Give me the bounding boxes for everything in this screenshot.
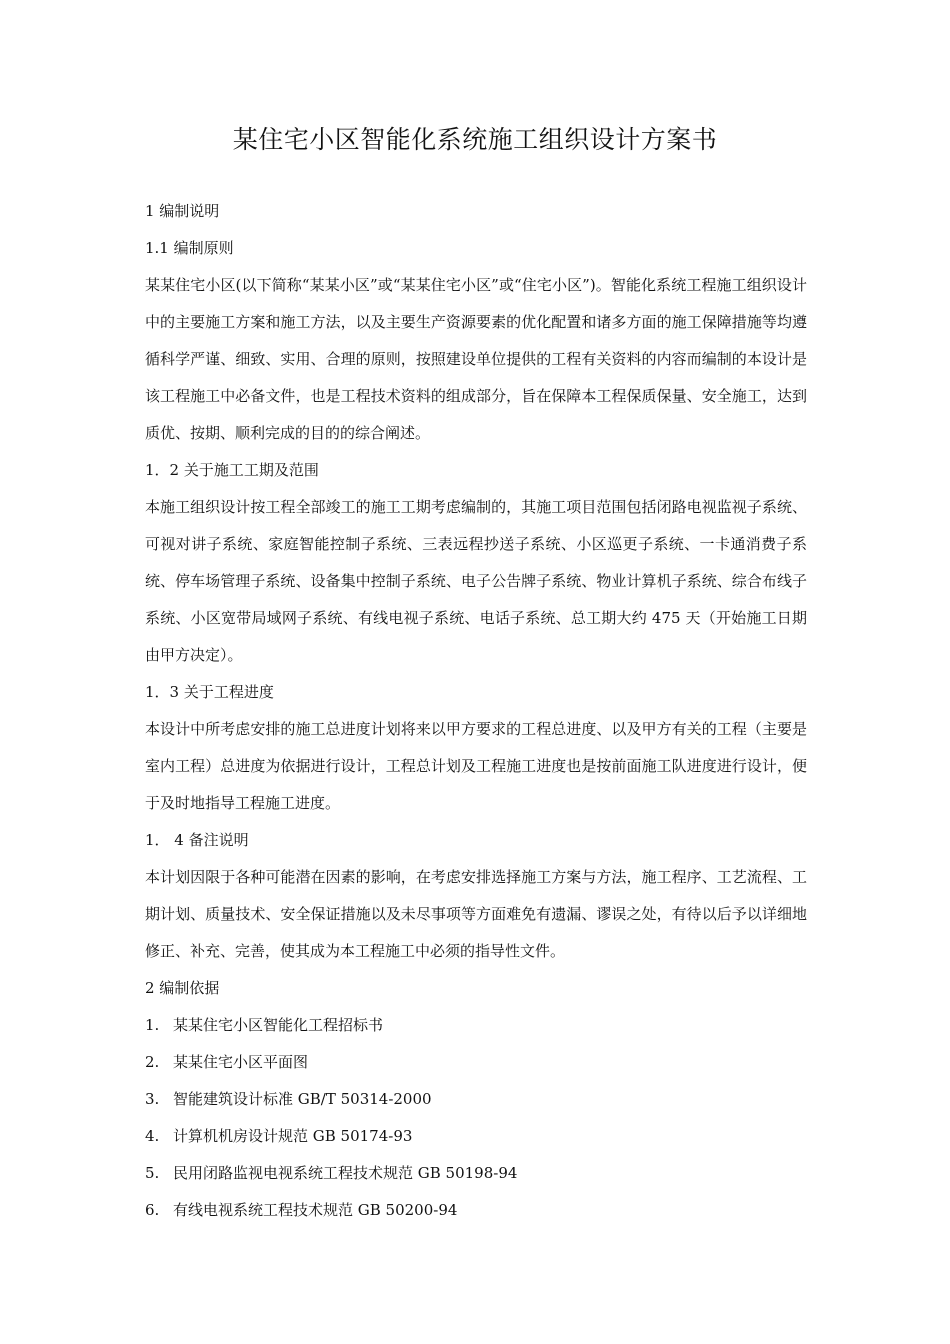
reference-item — [145, 1081, 807, 1118]
paragraph-1-3: 本设计中所考虑安排的施工总进度计划将来以甲方要求的工程总进度、以及甲方有关的工程（主要是室内工程）总进度为依据进行设计，工程总计划及工程施工进度也是按前面施工队进度进行设计，便于及时地指导工程施工进度。 — [145, 720, 807, 812]
reference-item — [145, 1007, 807, 1044]
paragraph-1-4: 本计划因限于各种可能潜在因素的影响，在考虑安排选择施工方案与方法，施工程序、工艺流程、工期计划、质量技术、安全保证措施以及未尽事项等方面难免有遗漏、谬误之处，有待以后予以详细地修正、补充、完善，使其成为本工程施工中必须的指导性文件。 — [145, 868, 807, 960]
section-heading-1-1: 1.1 编制原则 — [145, 239, 234, 257]
reference-text: 智能建筑设计标准 GB/T 50314-2000 — [173, 1090, 432, 1108]
reference-number: 4. — [145, 1127, 160, 1145]
document-body — [145, 193, 807, 1229]
section-heading-1-4: 1． 4 备注说明 — [145, 831, 249, 849]
reference-text: 某某住宅小区智能化工程招标书 — [173, 1016, 384, 1034]
reference-list — [145, 1007, 807, 1229]
reference-number: 1. — [145, 1016, 160, 1034]
reference-item — [145, 1044, 807, 1081]
section-heading-2: 2 编制依据 — [145, 979, 220, 997]
section-heading-1-3: 1．3 关于工程进度 — [145, 683, 274, 701]
document-title: 某住宅小区智能化系统施工组织设计方案书 — [232, 125, 718, 154]
reference-number: 3. — [145, 1090, 160, 1108]
reference-text: 某某住宅小区平面图 — [173, 1053, 309, 1071]
section-heading-1: 1 编制说明 — [145, 202, 220, 220]
paragraph-1-1: 某某住宅小区(以下简称“某某小区”或“某某住宅小区”或“住宅小区”)。智能化系统工程施工组织设计中的主要施工方案和施工方法，以及主要生产资源要素的优化配置和诸多方面的施工保障措施等均遵循科学严谨、细致、实用、合理的原则，按照建设单位提供的工程有关资料的内容而编制的本设计是该工程施工中必备文件，也是工程技术资料的组成部分，旨在保障本工程保质保量、安全施工，达到质优、按期、顺利完成的目的的综合阐述。 — [145, 276, 807, 442]
reference-text: 计算机机房设计规范 GB 50174-93 — [173, 1127, 413, 1145]
reference-item — [145, 1192, 807, 1229]
paragraph-1-2: 本施工组织设计按工程全部竣工的施工工期考虑编制的，其施工项目范围包括闭路电视监视子系统、可视对讲子系统、家庭智能控制子系统、三表远程抄送子系统、小区巡更子系统、一卡通消费子系统、停车场管理子系统、设备集中控制子系统、电子公告牌子系统、物业计算机子系统、综合布线子系统、小区宽带局域网子系统、有线电视子系统、电话子系统、总工期大约 475 天（开始施工日期由甲方决定）。 — [145, 498, 807, 664]
reference-item — [145, 1155, 807, 1192]
reference-number: 6. — [145, 1201, 160, 1219]
reference-number: 5. — [145, 1164, 160, 1182]
reference-text: 民用闭路监视电视系统工程技术规范 GB 50198-94 — [173, 1164, 518, 1182]
reference-item — [145, 1118, 807, 1155]
section-heading-1-2: 1．2 关于施工工期及范围 — [145, 461, 319, 479]
reference-number: 2. — [145, 1053, 160, 1071]
reference-text: 有线电视系统工程技术规范 GB 50200-94 — [173, 1201, 458, 1219]
